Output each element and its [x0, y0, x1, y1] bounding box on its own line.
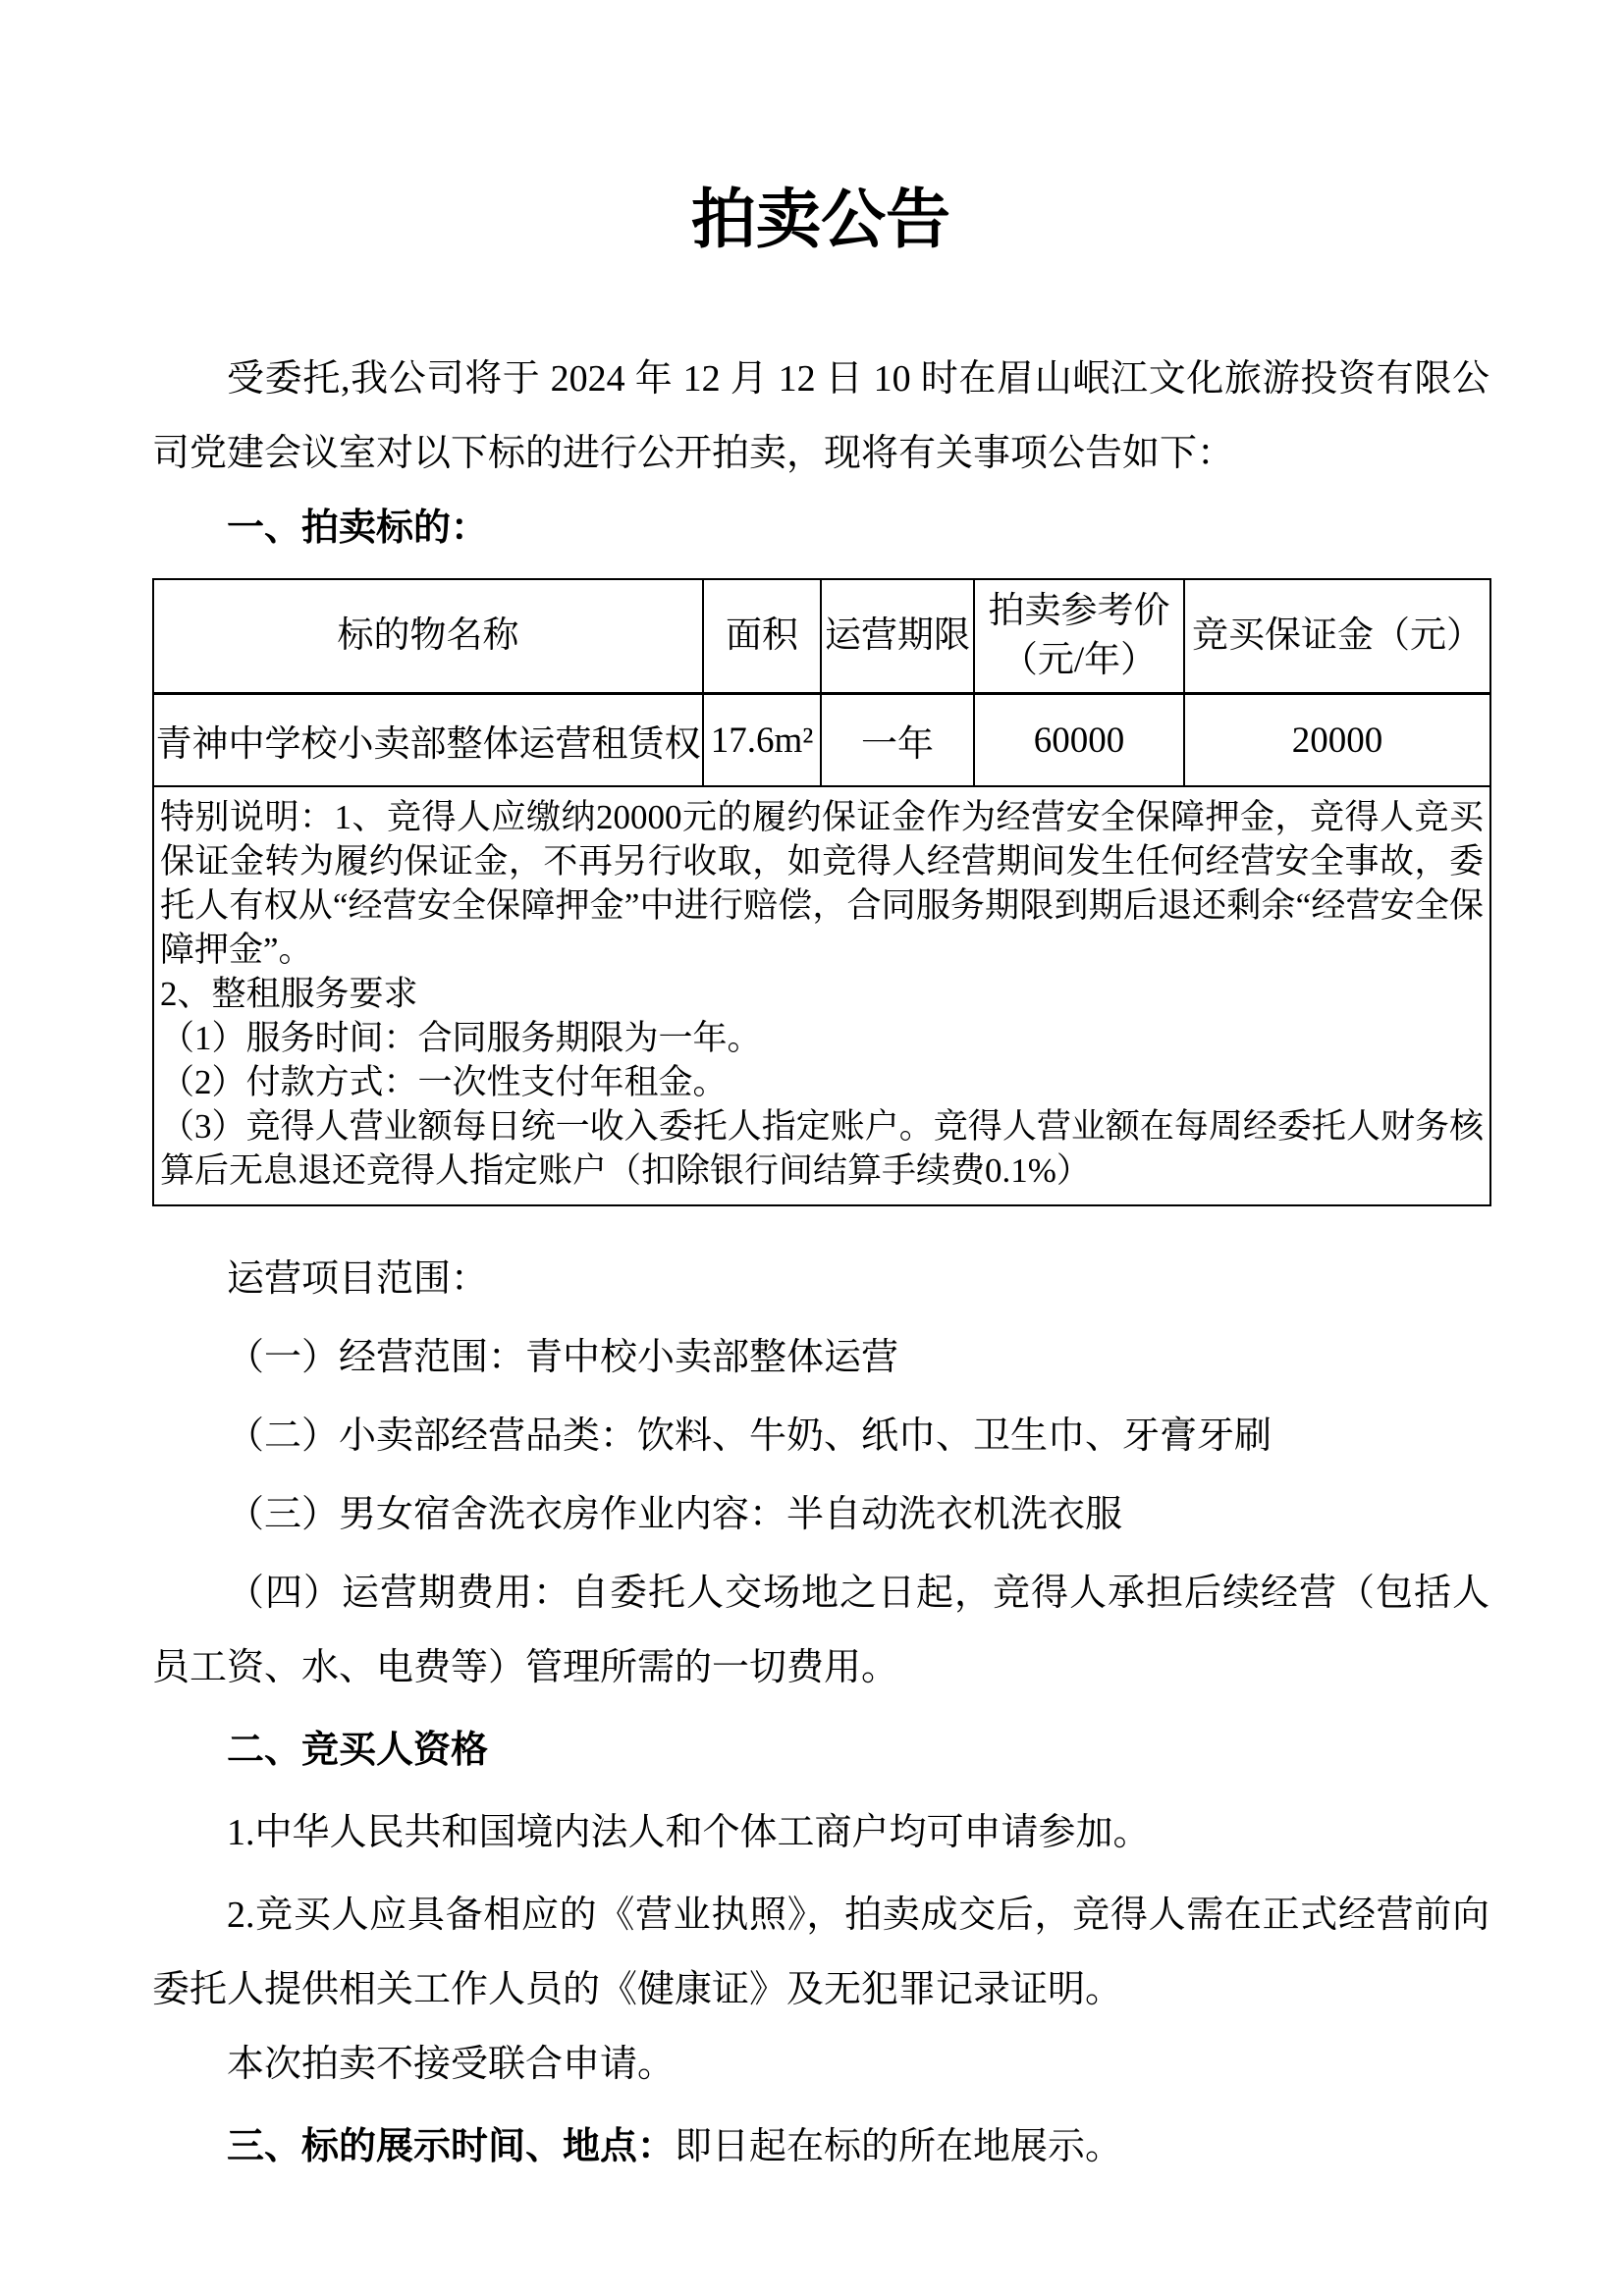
cell-term: 一年	[821, 694, 974, 787]
col-header-term: 运营期限	[821, 579, 974, 694]
col-header-lot-name: 标的物名称	[153, 579, 703, 694]
section2-item-3: 本次拍卖不接受联合申请。	[227, 2044, 676, 2085]
col-header-area: 面积	[703, 579, 821, 694]
col-header-reference-price: 拍卖参考价（元/年）	[974, 579, 1184, 694]
document-content	[152, 0, 1489, 2184]
cell-area: 17.6m²	[703, 694, 821, 787]
cell-reference-price: 60000	[974, 694, 1184, 787]
table-data-row	[153, 694, 1490, 787]
table-notes-row	[153, 786, 1490, 1205]
section3-line	[152, 2109, 1489, 2184]
section1-heading: 一、拍卖标的：	[227, 507, 489, 549]
section2-item-2: 2.竞买人应具备相应的《营业执照》，拍卖成交后，竞得人需在正式经营前向委托人提供相关工作人员的《健康证》及无犯罪记录证明。	[152, 1895, 1489, 2010]
intro-paragraph: 受委托,我公司将于 2024 年 12 月 12 日 10 时在眉山岷江文化旅游投资有限公司党建会议室对以下标的进行公开拍卖，现将有关事项公告如下：	[152, 358, 1489, 474]
note-line-1: 特别说明：1、竞得人应缴纳20000元的履约保证金作为经营安全保障押金，竞得人竞买保证金转为履约保证金，不再另行收取，如竞得人经营期间发生任何经营安全事故，委托人有权从“经营安全保障押金”中进行赔偿，合同服务期限到期后退还剩余“经营安全保障押金”。	[160, 798, 1484, 969]
cell-deposit: 20000	[1184, 694, 1490, 787]
section2-item-1: 1.中华人民共和国境内法人和个体工商户均可申请参加。	[227, 1812, 1151, 1853]
scope-item-4: （四）运营期费用：自委托人交场地之日起，竞得人承担后续经营（包括人员工资、水、电费等）管理所需的一切费用。	[152, 1573, 1489, 1688]
note-line-4: （2）付款方式：一次性支付年租金。	[160, 1063, 728, 1101]
scope-item-3: （三）男女宿舍洗衣房作业内容：半自动洗衣机洗衣服	[227, 1494, 1123, 1535]
section3-heading: 三、标的展示时间、地点：	[227, 2126, 676, 2167]
note-line-3: （1）服务时间：合同服务期限为一年。	[160, 1019, 762, 1057]
section2-heading: 二、竞买人资格	[227, 1730, 489, 1771]
document-title: 拍卖公告	[691, 185, 950, 256]
scope-item-2: （二）小卖部经营品类：饮料、牛奶、纸巾、卫生巾、牙膏牙刷	[227, 1415, 1272, 1457]
scope-item-1: （一）经营范围：青中校小卖部整体运营	[227, 1337, 899, 1378]
cell-lot-name: 青神中学校小卖部整体运营租赁权	[153, 694, 703, 787]
note-line-2: 2、整租服务要求	[160, 975, 418, 1013]
scope-heading: 运营项目范围：	[227, 1258, 489, 1300]
table-header-row	[153, 579, 1490, 694]
col-header-deposit: 竞买保证金（元）	[1184, 579, 1490, 694]
section3-text: 即日起在标的所在地展示。	[675, 2126, 1123, 2167]
note-line-5: （3）竞得人营业额每日统一收入委托人指定账户。竞得人营业额在每周经委托人财务核算后无息退还竞得人指定账户（扣除银行间结算手续费0.1%）	[160, 1107, 1484, 1190]
special-notes-cell	[153, 786, 1490, 1205]
auction-lot-table	[152, 578, 1491, 1206]
